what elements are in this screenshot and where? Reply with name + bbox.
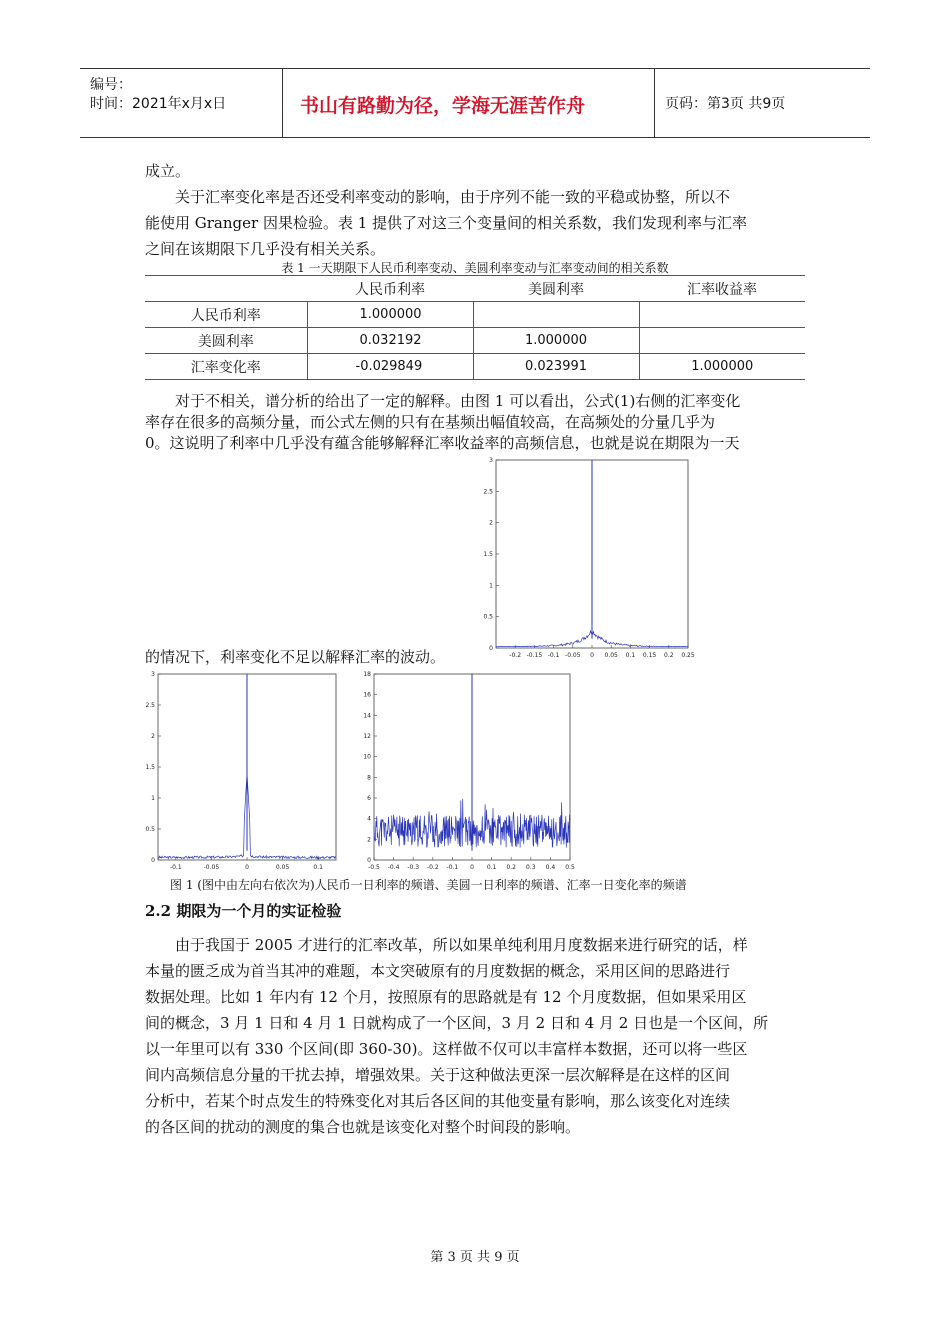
y-tick-label: 2.5 — [483, 488, 493, 496]
table-caption: 表 1 一天期限下人民币利率变动、美圆利率变动与汇率变动间的相关系数 — [281, 261, 669, 275]
page-footer: 第 3 页 共 9 页 — [430, 1250, 520, 1265]
y-tick-label: 1 — [489, 582, 493, 590]
y-tick-label: 0.5 — [483, 613, 493, 621]
text-line: 能使用 Granger 因果检验。表 1 提供了对这三个变量间的相关系数，我们发现利率与汇率 — [145, 214, 748, 232]
table-row-label: 美圆利率 — [145, 328, 307, 354]
y-tick-label: 2 — [367, 836, 371, 844]
text-line: 间的概念，3 月 1 日和 4 月 1 日就构成了一个区间，3 月 2 日和 4 月 2 日也是一个区间，所 — [145, 1014, 769, 1032]
table-row — [145, 302, 805, 328]
x-tick-label: 0.25 — [681, 652, 695, 659]
x-tick-label: 0.4 — [545, 864, 556, 871]
x-tick-label: -0.1 — [547, 652, 560, 659]
y-tick-label: 16 — [363, 691, 371, 699]
page-header — [80, 68, 870, 138]
x-tick-label: 0.3 — [526, 864, 536, 871]
text-line: 的各区间的扰动的测度的集合也就是该变化对整个时间段的影响。 — [145, 1118, 581, 1136]
x-tick-label: 0.15 — [642, 652, 657, 659]
table-header-cell — [145, 276, 307, 302]
table-header-cell: 人民币利率 — [355, 281, 425, 298]
table-row-label: 汇率变化率 — [145, 354, 307, 380]
text-line: 成立。 — [145, 162, 191, 180]
x-tick-label: 0.1 — [625, 652, 636, 659]
x-tick-label: -0.3 — [407, 864, 420, 871]
x-tick-label: -0.15 — [526, 652, 543, 659]
text-line: 0。这说明了利率中几乎没有蕴含能够解释汇率收益率的高频信息，也就是说在期限为一天 — [145, 434, 740, 452]
table-header-cell: 汇率收益率 — [687, 281, 757, 298]
header-divider — [654, 69, 655, 137]
correlation-table — [145, 275, 805, 380]
y-tick-label: 1.5 — [145, 764, 155, 771]
x-tick-label: 0.05 — [604, 652, 618, 659]
page-label: 页码：第3页 共9页 — [665, 96, 786, 112]
section-heading: 2.2 期限为一个月的实证检验 — [145, 902, 342, 920]
spectrum-chart-rmb-rate — [142, 668, 354, 878]
y-tick-label: 12 — [363, 733, 371, 740]
x-tick-label: 0 — [590, 652, 594, 659]
table-cell — [473, 302, 639, 328]
text-line: 对于不相关，谱分析的给出了一定的解释。由图 1 可以看出，公式(1)右侧的汇率变化 — [175, 392, 741, 410]
spectrum-chart-exchange-inline — [478, 455, 698, 665]
x-tick-label: 0.05 — [275, 864, 290, 871]
y-tick-label: 0 — [367, 857, 371, 864]
y-tick-label: 10 — [363, 753, 371, 761]
spectrum-chart-usd-rate — [360, 668, 578, 878]
text-line: 间内高频信息分量的干扰去掉，增强效果。关于这种做法更深一层次解释是在这样的区间 — [145, 1066, 731, 1084]
y-tick-label: 0 — [151, 857, 155, 864]
text-line: 关于汇率变化率是否还受利率变动的影响，由于序列不能一致的平稳或协整，所以不 — [175, 188, 731, 206]
text-line: 本量的匮乏成为首当其冲的难题，本文突破原有的月度数据的概念，采用区间的思路进行 — [145, 962, 731, 980]
x-tick-label: 0.2 — [664, 652, 674, 659]
motto: 书山有路勤为径，学海无涯苦作舟 — [300, 95, 586, 117]
table-row-label: 人民币利率 — [145, 302, 307, 328]
table-cell — [639, 328, 805, 354]
y-tick-label: 3 — [489, 457, 493, 464]
table-cell: 1.000000 — [307, 302, 473, 328]
x-tick-label: -0.5 — [368, 864, 380, 871]
serial-label: 编号： — [90, 77, 132, 93]
paragraph-1 — [145, 184, 805, 262]
table-row — [145, 328, 805, 354]
table-cell: 0.032192 — [307, 328, 473, 354]
y-tick-label: 0.5 — [145, 826, 155, 833]
text-line: 数据处理。比如 1 年内有 12 个月，按照原有的思路就是有 12 个月度数据，但如果采用区 — [145, 988, 747, 1006]
y-tick-label: 6 — [367, 795, 371, 802]
text-line: 分析中，若某个时点发生的特殊变化对其后各区间的其他变量有影响，那么该变化对连续 — [145, 1092, 731, 1110]
table-cell — [639, 302, 805, 328]
table-cell: 0.023991 — [473, 354, 639, 380]
y-tick-label: 1.5 — [483, 551, 493, 558]
x-tick-label: -0.2 — [509, 652, 522, 659]
x-tick-label: -0.2 — [426, 864, 439, 871]
x-tick-label: -0.1 — [169, 864, 182, 871]
figure-caption: 图 1 (图中由左向右依次为)人民币一日利率的频谱、美圆一日利率的频谱、汇率一日变化率的频谱 — [170, 878, 687, 892]
x-tick-label: 0.1 — [486, 864, 497, 871]
table-header-cell: 美圆利率 — [528, 281, 584, 298]
header-divider — [282, 69, 283, 137]
paragraph-2 — [145, 391, 805, 454]
table-row — [145, 354, 805, 380]
y-tick-label: 2 — [489, 519, 493, 527]
x-tick-label: -0.05 — [203, 864, 220, 871]
table-cell: 1.000000 — [473, 328, 639, 354]
y-tick-label: 18 — [363, 671, 371, 678]
y-tick-label: 3 — [151, 671, 155, 678]
y-tick-label: 0 — [489, 645, 493, 652]
text-line: 率存在很多的高频分量，而公式左侧的只有在基频出幅值较高，在高频处的分量几乎为 — [145, 413, 716, 431]
y-tick-label: 4 — [367, 815, 371, 823]
x-tick-label: -0.1 — [446, 864, 459, 871]
x-tick-label: 0 — [470, 864, 474, 871]
x-tick-label: 0.2 — [506, 864, 516, 871]
x-tick-label: -0.4 — [387, 864, 400, 871]
text-line: 之间在该期限下几乎没有相关关系。 — [145, 240, 386, 258]
x-tick-label: 0.5 — [565, 864, 575, 871]
y-tick-label: 1 — [151, 795, 155, 802]
text-line: 以一年里可以有 330 个区间(即 360-30)。这样做不仅可以丰富样本数据，还可以将一些区 — [145, 1040, 748, 1058]
y-tick-label: 2.5 — [145, 702, 155, 709]
x-tick-label: 0 — [245, 864, 249, 871]
table-cell: 1.000000 — [691, 359, 754, 374]
paragraph-3 — [145, 932, 805, 1140]
y-tick-label: 8 — [367, 774, 371, 782]
text-line: 的情况下，利率变化不足以解释汇率的波动。 — [145, 648, 446, 666]
y-tick-label: 14 — [363, 712, 371, 720]
y-tick-label: 2 — [151, 733, 155, 740]
table-cell: -0.029849 — [307, 354, 473, 380]
x-tick-label: 0.1 — [313, 864, 323, 871]
text-line: 由于我国于 2005 才进行的汇率改革，所以如果单纯利用月度数据来进行研究的话，样 — [175, 936, 748, 954]
x-tick-label: -0.05 — [565, 652, 581, 659]
date-label: 时间：2021年x月x日 — [90, 96, 227, 112]
